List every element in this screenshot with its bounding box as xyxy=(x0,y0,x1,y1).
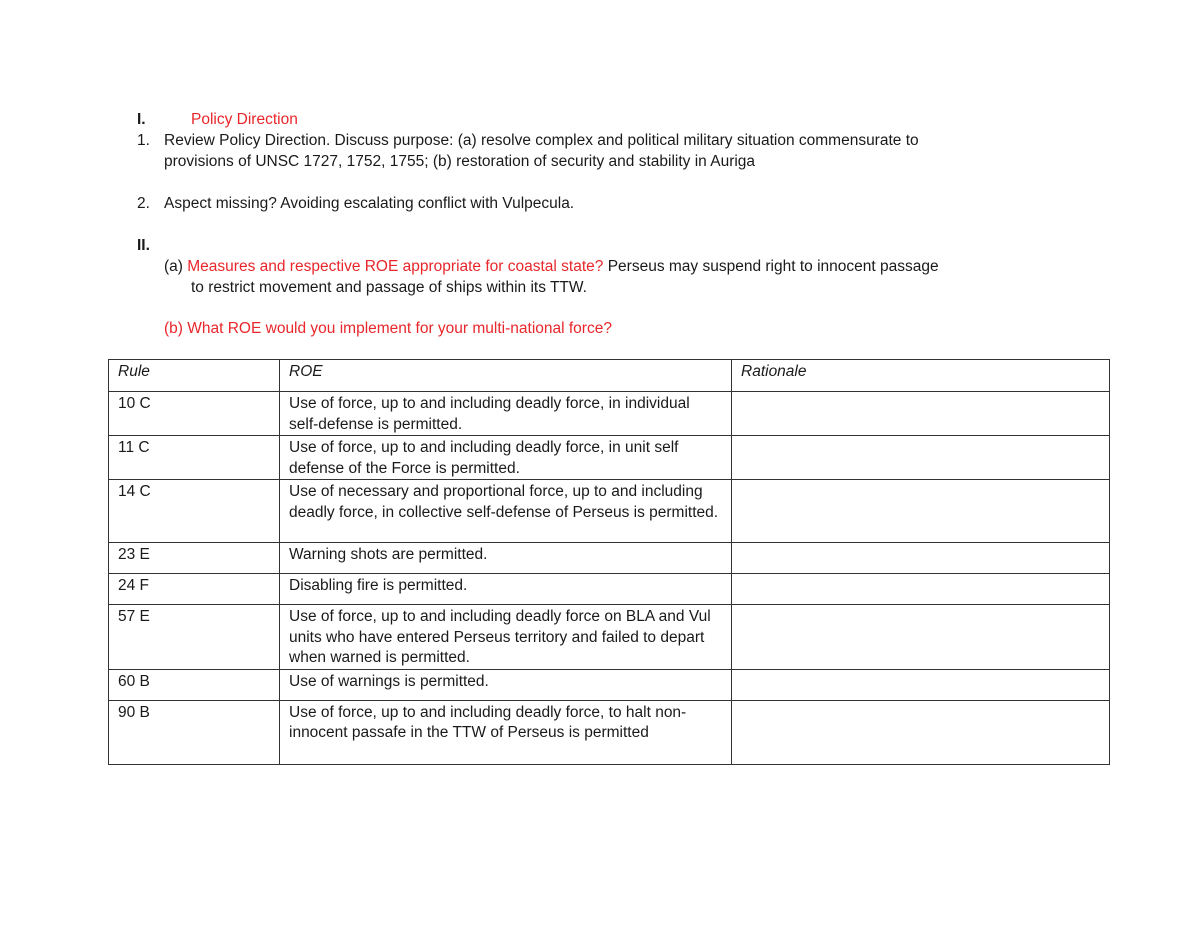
table-row xyxy=(109,574,1110,605)
header-rationale: Rationale xyxy=(732,360,1110,392)
roe-cell: Use of force, up to and including deadly force, to halt non-innocent passafe in the TTW of Perseus is permitted xyxy=(280,700,732,764)
rationale-cell xyxy=(732,669,1110,700)
roe-table xyxy=(108,359,1110,765)
rationale-cell xyxy=(732,543,1110,574)
question-b: (b) What ROE would you implement for your multi-national force? xyxy=(164,320,612,337)
roe-cell: Disabling fire is permitted. xyxy=(280,574,732,605)
question-a-text: Measures and respective ROE appropriate for coastal state? xyxy=(187,258,604,275)
header-rule: Rule xyxy=(109,360,280,392)
header-roe: ROE xyxy=(280,360,732,392)
table-row xyxy=(109,480,1110,543)
question-a-label: (a) xyxy=(164,258,183,275)
rule-cell: 90 B xyxy=(109,700,280,764)
question-a-answer: Perseus may suspend right to innocent passage xyxy=(607,258,939,275)
section-2-numeral: II. xyxy=(137,237,150,254)
table-row xyxy=(109,700,1110,764)
item-1-line-1: Review Policy Direction. Discuss purpose: (a) resolve complex and political military situation commensurate to xyxy=(164,132,919,149)
rationale-cell xyxy=(732,392,1110,436)
table-row xyxy=(109,605,1110,670)
rule-cell: 23 E xyxy=(109,543,280,574)
roe-cell: Use of warnings is permitted. xyxy=(280,669,732,700)
rationale-cell xyxy=(732,605,1110,670)
rationale-cell xyxy=(732,436,1110,480)
roe-cell: Use of force, up to and including deadly force, in unit self defense of the Force is permitted. xyxy=(280,436,732,480)
rationale-cell xyxy=(732,574,1110,605)
table-row xyxy=(109,543,1110,574)
section-1-numeral: I. xyxy=(137,111,146,128)
rule-cell: 24 F xyxy=(109,574,280,605)
roe-cell: Warning shots are permitted. xyxy=(280,543,732,574)
table-header-row xyxy=(109,360,1110,392)
rationale-cell xyxy=(732,700,1110,764)
item-1-number: 1. xyxy=(137,132,150,149)
rule-cell: 10 C xyxy=(109,392,280,436)
item-1-line-2: provisions of UNSC 1727, 1752, 1755; (b) restoration of security and stability in Auriga xyxy=(164,153,756,170)
table-row xyxy=(109,669,1110,700)
rule-cell: 57 E xyxy=(109,605,280,670)
rule-cell: 14 C xyxy=(109,480,280,543)
roe-cell: Use of force, up to and including deadly force on BLA and Vul units who have entered Perseus territory and failed to depart when warned is permitted. xyxy=(280,605,732,670)
rule-cell: 60 B xyxy=(109,669,280,700)
table-row xyxy=(109,392,1110,436)
question-a-answer-line-2: to restrict movement and passage of ships within its TTW. xyxy=(191,279,587,296)
roe-cell: Use of force, up to and including deadly force, in individual self-defense is permitted. xyxy=(280,392,732,436)
item-2-number: 2. xyxy=(137,195,150,212)
item-2-line-1: Aspect missing? Avoiding escalating conflict with Vulpecula. xyxy=(164,195,575,212)
rule-cell: 11 C xyxy=(109,436,280,480)
question-a-line-1 xyxy=(164,257,939,278)
section-1-heading: Policy Direction xyxy=(191,111,298,128)
rationale-cell xyxy=(732,480,1110,543)
table-row xyxy=(109,436,1110,480)
roe-cell: Use of necessary and proportional force, up to and including deadly force, in collective self-defense of Perseus is permitted. xyxy=(280,480,732,543)
